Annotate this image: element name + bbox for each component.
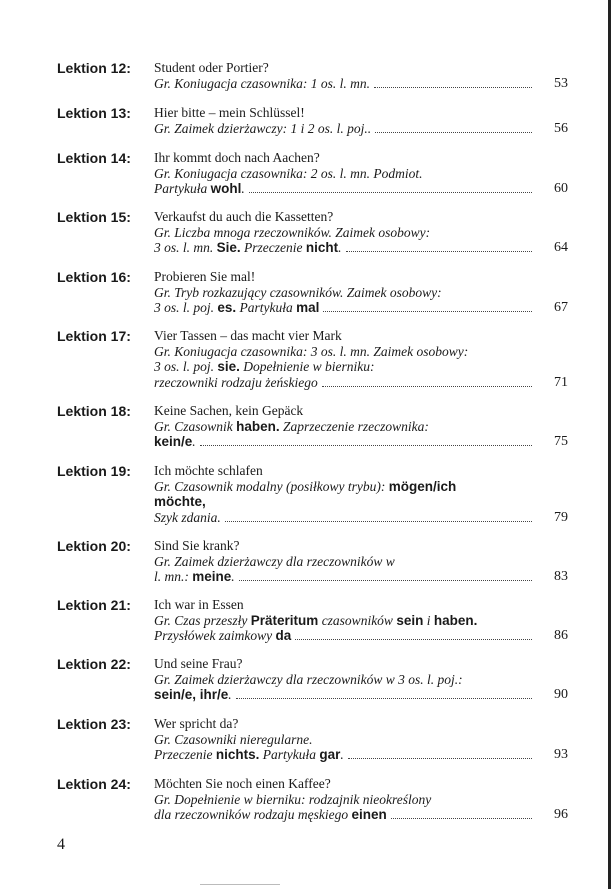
grammar-text: 3 os. l. poj. (154, 359, 218, 374)
lesson-title: Vier Tassen – das macht vier Mark (154, 328, 342, 343)
grammar-note-line (154, 792, 534, 808)
lesson-title: Verkaufst du auch die Kassetten? (154, 209, 334, 224)
grammar-note-line (154, 494, 534, 510)
grammar-keyword: Sie. (216, 240, 241, 255)
grammar-keyword: gar (319, 747, 341, 762)
page-reference: 93 (554, 747, 568, 762)
grammar-text: . (340, 747, 344, 762)
grammar-note-line (154, 479, 534, 495)
grammar-text: Przeczenie (154, 747, 216, 762)
grammar-note-line (154, 687, 534, 703)
lesson-content (154, 776, 534, 823)
grammar-text: Partykuła (154, 181, 211, 196)
grammar-text: Przysłówek zaimkowy (154, 628, 276, 643)
grammar-text: Gr. Czasownik modalny (posiłkowy trybu): (154, 478, 389, 494)
page-reference: 64 (554, 240, 568, 255)
grammar-note-line (154, 375, 534, 391)
grammar-note-line (154, 76, 534, 92)
lesson-content (154, 656, 534, 703)
dot-leader (200, 437, 532, 446)
grammar-note-line (154, 672, 534, 688)
lesson-number: Lektion 23: (57, 716, 131, 732)
page-reference: 71 (554, 374, 568, 390)
grammar-text: Gr. Zaimek dzierżawczy dla rzeczowników w (154, 553, 395, 569)
dot-leader (295, 631, 532, 640)
grammar-note-line (154, 628, 534, 644)
lesson-title: Und seine Frau? (154, 656, 243, 671)
grammar-text: czasowników (318, 612, 397, 628)
grammar-keyword: sie. (217, 359, 240, 374)
page-reference: 79 (554, 509, 568, 525)
lesson-title: Probieren Sie mal! (154, 269, 256, 284)
dot-leader (374, 79, 532, 88)
lesson-number: Lektion 20: (57, 538, 131, 554)
lesson-number: Lektion 22: (57, 656, 131, 672)
lesson-title: Keine Sachen, kein Gepäck (154, 403, 304, 418)
grammar-text: . (228, 687, 232, 702)
page-reference: 86 (554, 628, 568, 643)
grammar-keyword: nichts. (215, 747, 260, 762)
scan-edge-mark (200, 884, 280, 885)
dot-leader (239, 572, 532, 581)
lesson-title: Ich war in Essen (154, 597, 244, 612)
grammar-note-line (154, 344, 534, 360)
lesson-content (154, 269, 534, 316)
grammar-text: Gr. Czasownik (154, 418, 237, 434)
lesson-content (154, 60, 534, 91)
lesson-title: Möchten Sie noch einen Kaffee? (154, 776, 331, 791)
grammar-text: . (231, 569, 235, 584)
grammar-keyword: da (275, 628, 292, 643)
page-reference: 90 (554, 687, 568, 702)
lesson-title: Sind Sie krank? (154, 538, 240, 553)
grammar-text: rzeczowniki rodzaju żeńskiego (154, 374, 318, 390)
lesson-content (154, 597, 534, 644)
lesson-number: Lektion 12: (57, 60, 131, 76)
grammar-note-line (154, 419, 534, 435)
grammar-note-line (154, 300, 534, 316)
grammar-keyword: es. (217, 300, 237, 315)
grammar-note-line (154, 285, 534, 301)
dot-leader (249, 184, 532, 193)
grammar-text: Gr. Koniugacja czasownika: 1 os. l. mn. (154, 75, 370, 91)
grammar-note-line (154, 121, 534, 137)
lesson-number: Lektion 13: (57, 105, 131, 121)
lesson-content (154, 105, 534, 136)
dot-leader (323, 303, 532, 312)
page-reference: 56 (554, 120, 568, 136)
grammar-text: . (192, 434, 196, 449)
grammar-keyword: sein/e, ihr/e (154, 687, 229, 702)
grammar-keyword: haben. (236, 418, 280, 434)
grammar-keyword: haben. (433, 612, 478, 628)
grammar-note-line (154, 569, 534, 585)
lesson-number: Lektion 18: (57, 403, 131, 419)
lesson-content (154, 150, 534, 197)
grammar-text: . (338, 240, 342, 255)
grammar-note-line (154, 613, 534, 629)
grammar-text: Gr. Dopełnienie w bierniku: rodzajnik nieokreślony (154, 791, 432, 807)
grammar-text: Przeczenie (240, 240, 306, 255)
grammar-keyword: mögen/ich (388, 478, 457, 494)
grammar-note-line (154, 181, 534, 197)
grammar-keyword: möchte, (154, 494, 206, 509)
grammar-text: Gr. Liczba mnoga rzeczowników. Zaimek osobowy: (154, 224, 431, 240)
page-number: 4 (57, 836, 65, 853)
dot-leader (236, 690, 532, 699)
grammar-text: Gr. Czas przeszły (154, 612, 251, 628)
grammar-note-line (154, 240, 534, 256)
grammar-note-line (154, 510, 534, 526)
dot-leader (348, 750, 532, 759)
page-reference: 83 (554, 569, 568, 584)
grammar-text: 3 os. l. poj. (154, 300, 218, 315)
page-reference: 67 (554, 300, 568, 315)
grammar-text: Gr. Zaimek dzierżawczy dla rzeczowników w 3 os. l. poj.: (154, 671, 463, 687)
grammar-keyword: wohl (210, 181, 242, 196)
grammar-text: Dopełnienie w bierniku: (239, 359, 375, 374)
lesson-number: Lektion 17: (57, 328, 131, 344)
dot-leader (225, 513, 532, 522)
lesson-title: Wer spricht da? (154, 716, 239, 731)
grammar-text: Gr. Koniugacja czasownika: 2 os. l. mn. Podmiot. (154, 165, 423, 181)
page-reference: 75 (554, 434, 568, 449)
page-reference: 96 (554, 807, 568, 822)
lesson-title: Ich möchte schlafen (154, 463, 263, 478)
dot-leader (346, 243, 532, 252)
grammar-text: Gr. Koniugacja czasownika: 3 os. l. mn. Zaimek osobowy: (154, 343, 469, 359)
grammar-keyword: sein (396, 612, 424, 628)
grammar-note-line (154, 225, 534, 241)
dot-leader (391, 810, 532, 819)
grammar-keyword: mal (296, 300, 320, 315)
grammar-note-line (154, 166, 534, 182)
grammar-note-line (154, 359, 534, 375)
dot-leader (375, 124, 532, 133)
lesson-number: Lektion 19: (57, 463, 131, 479)
grammar-keyword: einen (351, 807, 387, 822)
lesson-number: Lektion 21: (57, 597, 131, 613)
lesson-title: Student oder Portier? (154, 60, 269, 75)
grammar-note-line (154, 434, 534, 450)
grammar-note-line (154, 554, 534, 570)
lesson-title: Ihr kommt doch nach Aachen? (154, 150, 320, 165)
lesson-content (154, 328, 534, 390)
lesson-content (154, 209, 534, 256)
lesson-number: Lektion 14: (57, 150, 131, 166)
grammar-text: Partykuła (259, 747, 320, 762)
grammar-text: 3 os. l. mn. (154, 240, 217, 255)
grammar-text: dla rzeczowników rodzaju męskiego (154, 807, 352, 822)
grammar-text: Gr. Czasowniki nieregularne. (154, 731, 313, 747)
page-reference: 60 (554, 181, 568, 196)
lesson-title: Hier bitte – mein Schlüssel! (154, 105, 305, 120)
grammar-text: Gr. Tryb rozkazujący czasowników. Zaimek osobowy: (154, 284, 442, 300)
grammar-keyword: kein/e (154, 434, 193, 449)
grammar-note-line (154, 732, 534, 748)
grammar-note-line (154, 807, 534, 823)
grammar-text: l. mn.: (154, 569, 193, 584)
page-reference: 53 (554, 75, 568, 91)
grammar-note-line (154, 747, 534, 763)
grammar-text: Zaprzeczenie rzeczownika: (279, 418, 429, 434)
lesson-number: Lektion 15: (57, 209, 131, 225)
grammar-text: Gr. Zaimek dzierżawczy: 1 i 2 os. l. poj.. (154, 120, 372, 136)
lesson-content (154, 463, 534, 525)
lesson-content (154, 716, 534, 763)
lesson-number: Lektion 16: (57, 269, 131, 285)
grammar-text: Szyk zdania (154, 509, 218, 525)
dot-leader (322, 378, 532, 387)
grammar-keyword: Präteritum (250, 612, 319, 628)
grammar-keyword: meine (192, 569, 232, 584)
grammar-keyword: nicht (305, 240, 339, 255)
lesson-content (154, 538, 534, 585)
grammar-text: Partykuła (236, 300, 297, 315)
lesson-number: Lektion 24: (57, 776, 131, 792)
grammar-text: . (241, 181, 245, 196)
grammar-text: . (217, 509, 221, 525)
lesson-content (154, 403, 534, 450)
grammar-text: i (423, 612, 434, 628)
